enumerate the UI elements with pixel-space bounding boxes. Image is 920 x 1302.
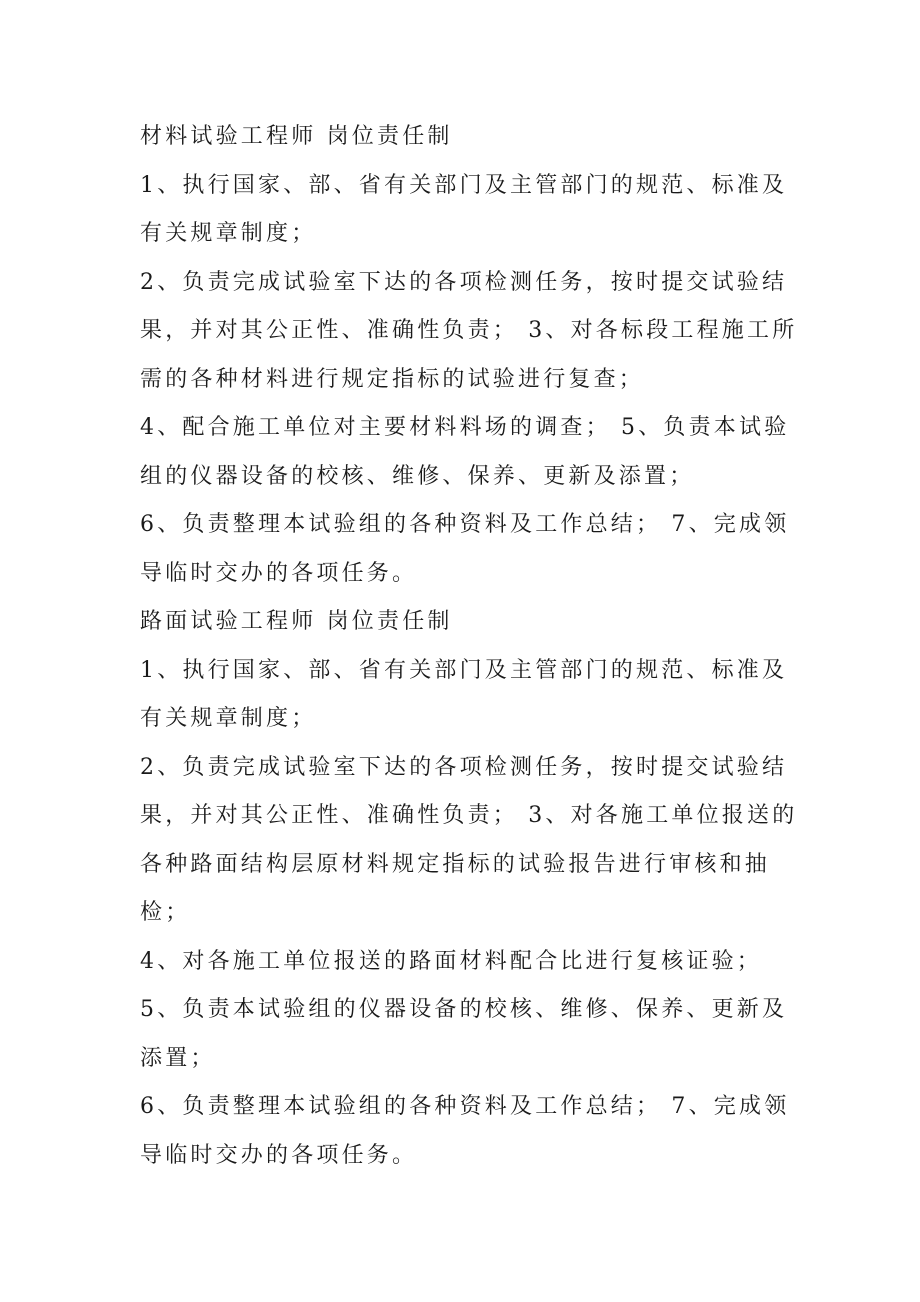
text-line: 6、负责整理本试验组的各种资料及工作总结； 7、完成领 (140, 512, 790, 537)
text-line: 检； (140, 900, 191, 925)
text-line: 1、执行国家、部、省有关部门及主管部门的规范、标准及 (140, 172, 788, 198)
text-line: 果，并对其公正性、准确性负责； 3、对各施工单位报送的 (140, 803, 798, 828)
text-line: 6、负责整理本试验组的各种资料及工作总结； 7、完成领 (140, 1094, 790, 1119)
document-body (140, 113, 798, 1180)
text-line: 组的仪器设备的校核、维修、保养、更新及添置； (140, 463, 695, 489)
text-line: 导临时交办的各项任务。 (140, 560, 418, 586)
text-line: 添置； (140, 1045, 216, 1071)
text-line: 4、配合施工单位对主要材料料场的调查； 5、负责本试验 (140, 415, 790, 440)
text-line: 需的各种材料进行规定指标的试验进行复查； (140, 366, 645, 392)
text-line: 导临时交办的各项任务。 (140, 1142, 418, 1168)
text-line: 5、负责本试验组的仪器设备的校核、维修、保养、更新及 (140, 997, 788, 1022)
section-title-pavement: 路面试验工程师 岗位责任制 (140, 609, 453, 634)
text-line: 有关规章制度； (140, 706, 317, 731)
text-line: 有关规章制度； (140, 221, 317, 246)
text-line: 果，并对其公正性、准确性负责； 3、对各标段工程施工所 (140, 318, 798, 343)
text-line: 4、对各施工单位报送的路面材料配合比进行复核证验； (140, 948, 762, 974)
section-title-materials: 材料试验工程师 岗位责任制 (140, 124, 453, 149)
text-line: 2、负责完成试验室下达的各项检测任务，按时提交试验结 (140, 269, 788, 295)
text-line: 1、执行国家、部、省有关部门及主管部门的规范、标准及 (140, 657, 788, 683)
text-line: 各种路面结构层原材料规定指标的试验报告进行审核和抽 (140, 851, 771, 877)
text-line: 2、负责完成试验室下达的各项检测任务，按时提交试验结 (140, 754, 788, 780)
